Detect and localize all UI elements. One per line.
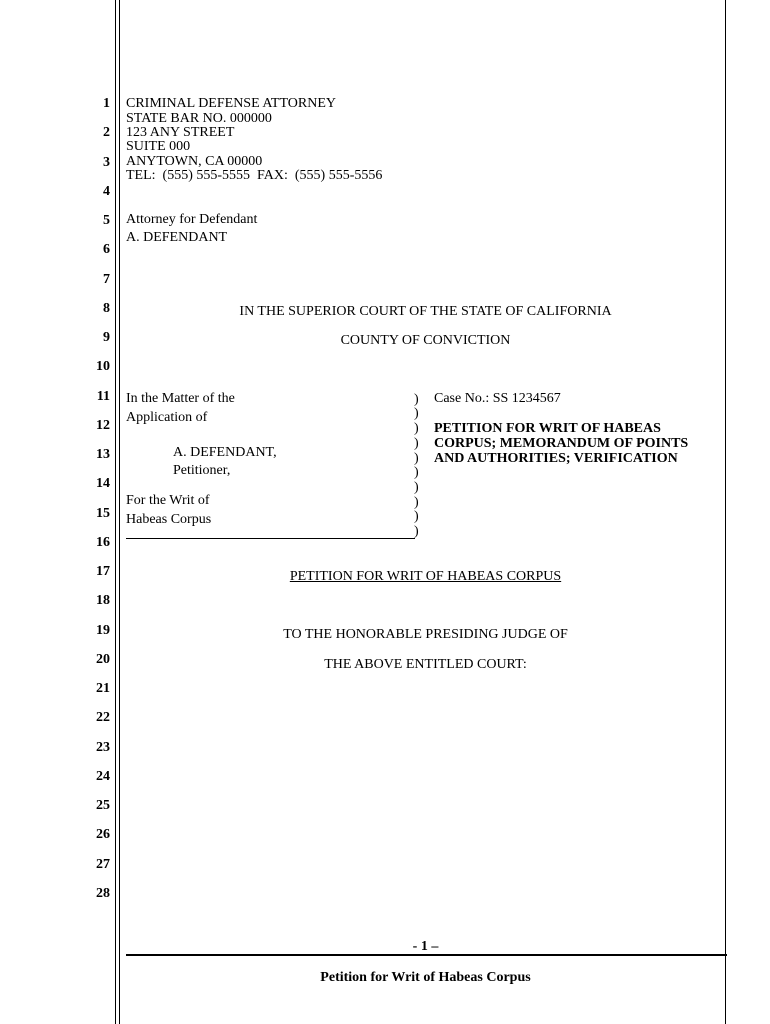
- line-number: 11: [96, 389, 110, 404]
- attorney-phone-fax: TEL: (555) 555-5555 FAX: (555) 555-5556: [126, 168, 383, 183]
- right-margin-rule: [725, 0, 726, 1024]
- caption-party-name: A. DEFENDANT,: [173, 445, 277, 460]
- line-number: 21: [96, 681, 110, 696]
- line-number: 9: [103, 330, 110, 345]
- line-number: 16: [96, 535, 110, 550]
- petition-heading: PETITION FOR WRIT OF HABEAS CORPUS: [289, 569, 562, 584]
- line-number: 24: [96, 769, 110, 784]
- attorney-for-client: A. DEFENDANT: [126, 230, 228, 245]
- caption-party-role: Petitioner,: [173, 463, 231, 478]
- line-number: 3: [103, 155, 110, 170]
- document-title-line3: AND AUTHORITIES; VERIFICATION: [434, 451, 678, 466]
- page-number: - 1 –: [412, 939, 439, 954]
- line-number: 22: [96, 710, 110, 725]
- court-address-line1: TO THE HONORABLE PRESIDING JUDGE OF: [283, 627, 568, 642]
- caption-paren: ): [414, 480, 419, 495]
- caption-paren: ): [414, 465, 419, 480]
- footer-rule: [126, 954, 727, 956]
- line-number: 15: [96, 506, 110, 521]
- caption-matter-line1: In the Matter of the: [126, 391, 235, 406]
- line-number: 13: [96, 447, 110, 462]
- line-number: 10: [96, 359, 110, 374]
- caption-paren: ): [414, 406, 419, 421]
- line-number: 26: [96, 827, 110, 842]
- footer-title: Petition for Writ of Habeas Corpus: [320, 970, 531, 985]
- line-number: 17: [96, 564, 110, 579]
- caption-writ-line1: For the Writ of: [126, 493, 210, 508]
- caption-paren: ): [414, 509, 419, 524]
- line-number: 23: [96, 740, 110, 755]
- caption-paren: ): [414, 421, 419, 436]
- left-margin-rule-inner: [119, 0, 120, 1024]
- line-number: 1: [103, 96, 110, 111]
- line-number: 8: [103, 301, 110, 316]
- document-title-line1: PETITION FOR WRIT OF HABEAS: [434, 421, 661, 436]
- court-name: IN THE SUPERIOR COURT OF THE STATE OF CALIFORNIA: [239, 304, 612, 319]
- caption-matter-line2: Application of: [126, 410, 208, 425]
- left-margin-rule-outer: [115, 0, 116, 1024]
- document-title-line2: CORPUS; MEMORANDUM OF POINTS: [434, 436, 689, 451]
- attorney-suite: SUITE 000: [126, 139, 191, 154]
- caption-paren: ): [414, 495, 419, 510]
- line-number: 12: [96, 418, 110, 433]
- line-number: 19: [96, 623, 110, 638]
- attorney-bar-no: STATE BAR NO. 000000: [126, 111, 272, 126]
- line-number: 4: [103, 184, 110, 199]
- caption-rule: [126, 538, 415, 539]
- line-number: 14: [96, 476, 110, 491]
- line-number: 5: [103, 213, 110, 228]
- line-number: 7: [103, 272, 110, 287]
- attorney-city: ANYTOWN, CA 00000: [126, 154, 263, 169]
- line-number: 25: [96, 798, 110, 813]
- line-number: 2: [103, 125, 110, 140]
- line-number: 18: [96, 593, 110, 608]
- caption-paren: ): [414, 524, 419, 539]
- caption-paren: ): [414, 392, 419, 407]
- caption-paren: ): [414, 436, 419, 451]
- line-number: 27: [96, 857, 110, 872]
- attorney-street: 123 ANY STREET: [126, 125, 235, 140]
- attorney-for-label: Attorney for Defendant: [126, 212, 258, 227]
- court-county: COUNTY OF CONVICTION: [340, 333, 511, 348]
- attorney-name: CRIMINAL DEFENSE ATTORNEY: [126, 96, 337, 111]
- caption-writ-line2: Habeas Corpus: [126, 512, 212, 527]
- caption-paren: ): [414, 451, 419, 466]
- court-address-line2: THE ABOVE ENTITLED COURT:: [324, 657, 527, 672]
- case-number: Case No.: SS 1234567: [434, 391, 561, 406]
- line-number: 20: [96, 652, 110, 667]
- line-number: 28: [96, 886, 110, 901]
- line-number: 6: [103, 242, 110, 257]
